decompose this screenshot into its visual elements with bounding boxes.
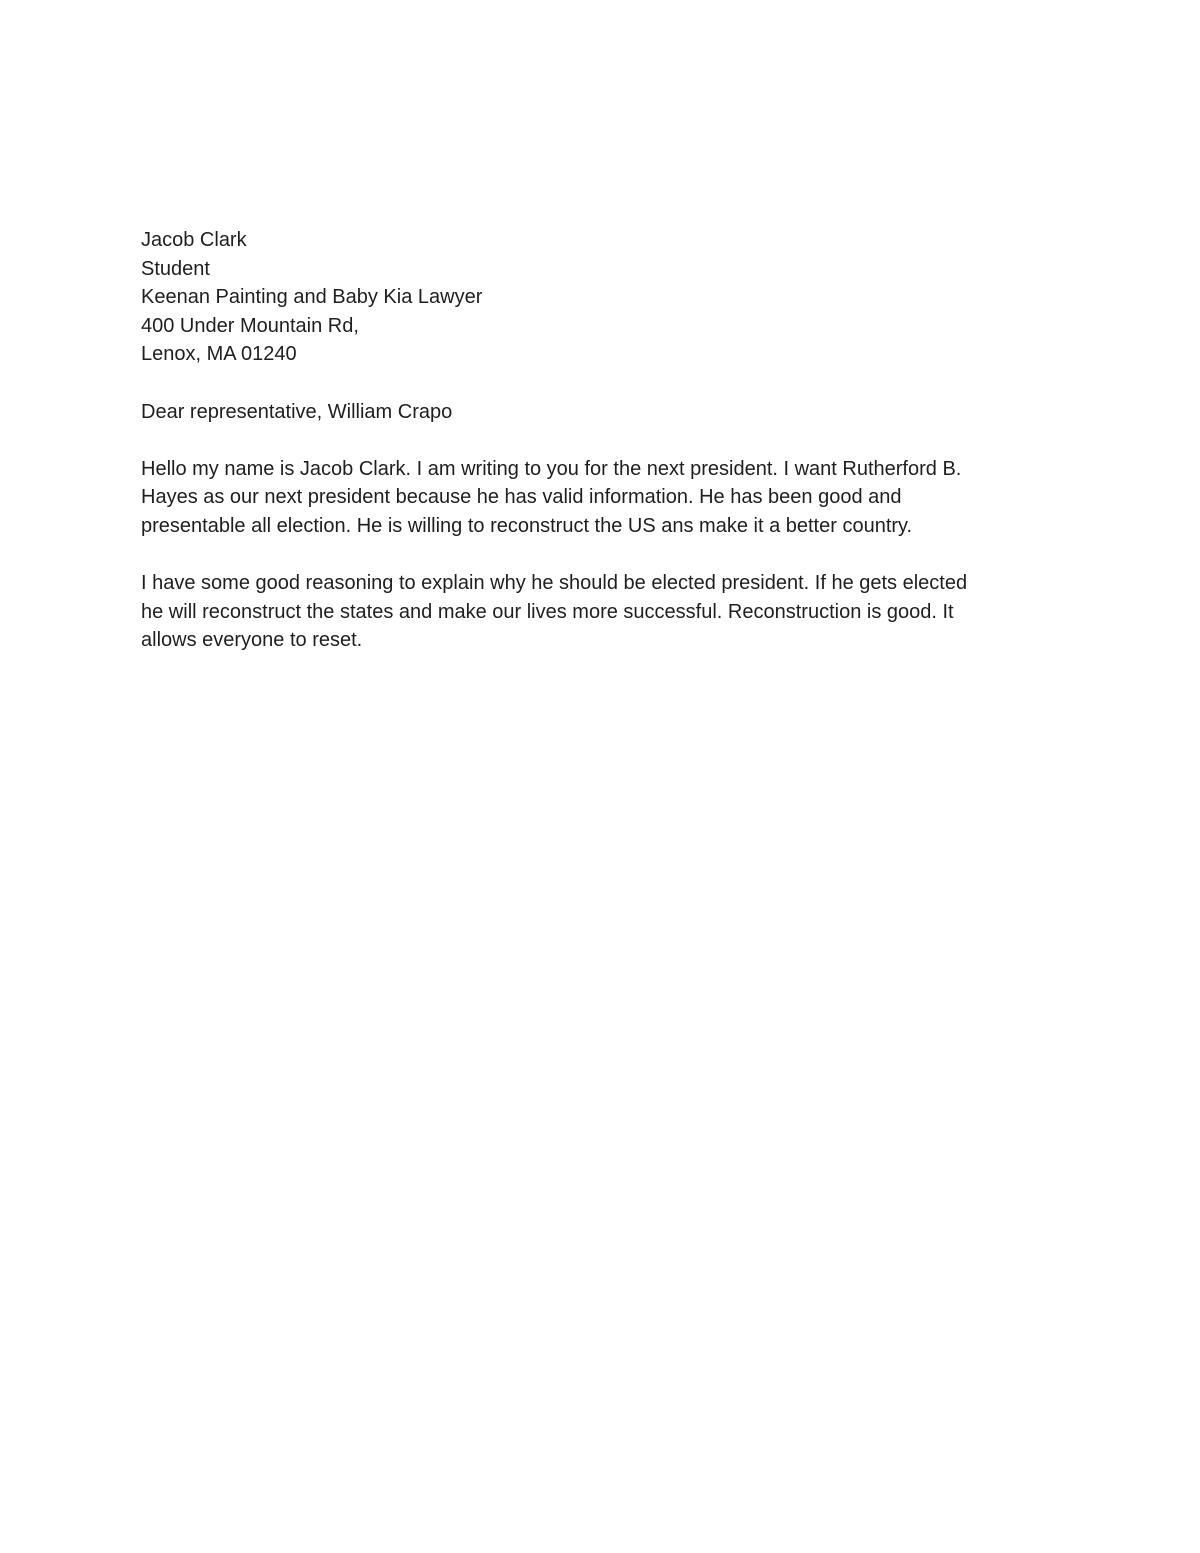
paragraph-line: Hello my name is Jacob Clark. I am writing to you for the next president. I want Rutherford B. — [141, 457, 962, 480]
paragraph-line: he will reconstruct the states and make our lives more successful. Reconstruction is good. It — [141, 600, 954, 623]
sender-organization: Keenan Painting and Baby Kia Lawyer — [141, 286, 483, 309]
sender-city-line: Lenox, MA 01240 — [141, 343, 297, 366]
paragraph-line: Hayes as our next president because he has valid information. He has been good and — [141, 486, 902, 509]
salutation — [141, 398, 1061, 427]
paragraph-2 — [141, 569, 1041, 655]
letter-body — [141, 226, 1061, 655]
paragraph-line: allows everyone to reset. — [141, 629, 363, 652]
paragraph-1 — [141, 455, 1041, 541]
sender-address-block — [141, 226, 1061, 369]
sender-name: Jacob Clark — [141, 229, 247, 251]
salutation-text: Dear representative, William Crapo — [141, 400, 453, 423]
paragraph-line: presentable all election. He is willing to reconstruct the US ans make it a better country. — [141, 514, 913, 537]
sender-street: 400 Under Mountain Rd, — [141, 314, 359, 337]
paragraph-line: I have some good reasoning to explain why he should be elected president. If he gets elected — [141, 572, 968, 595]
sender-title: Student — [141, 257, 210, 280]
